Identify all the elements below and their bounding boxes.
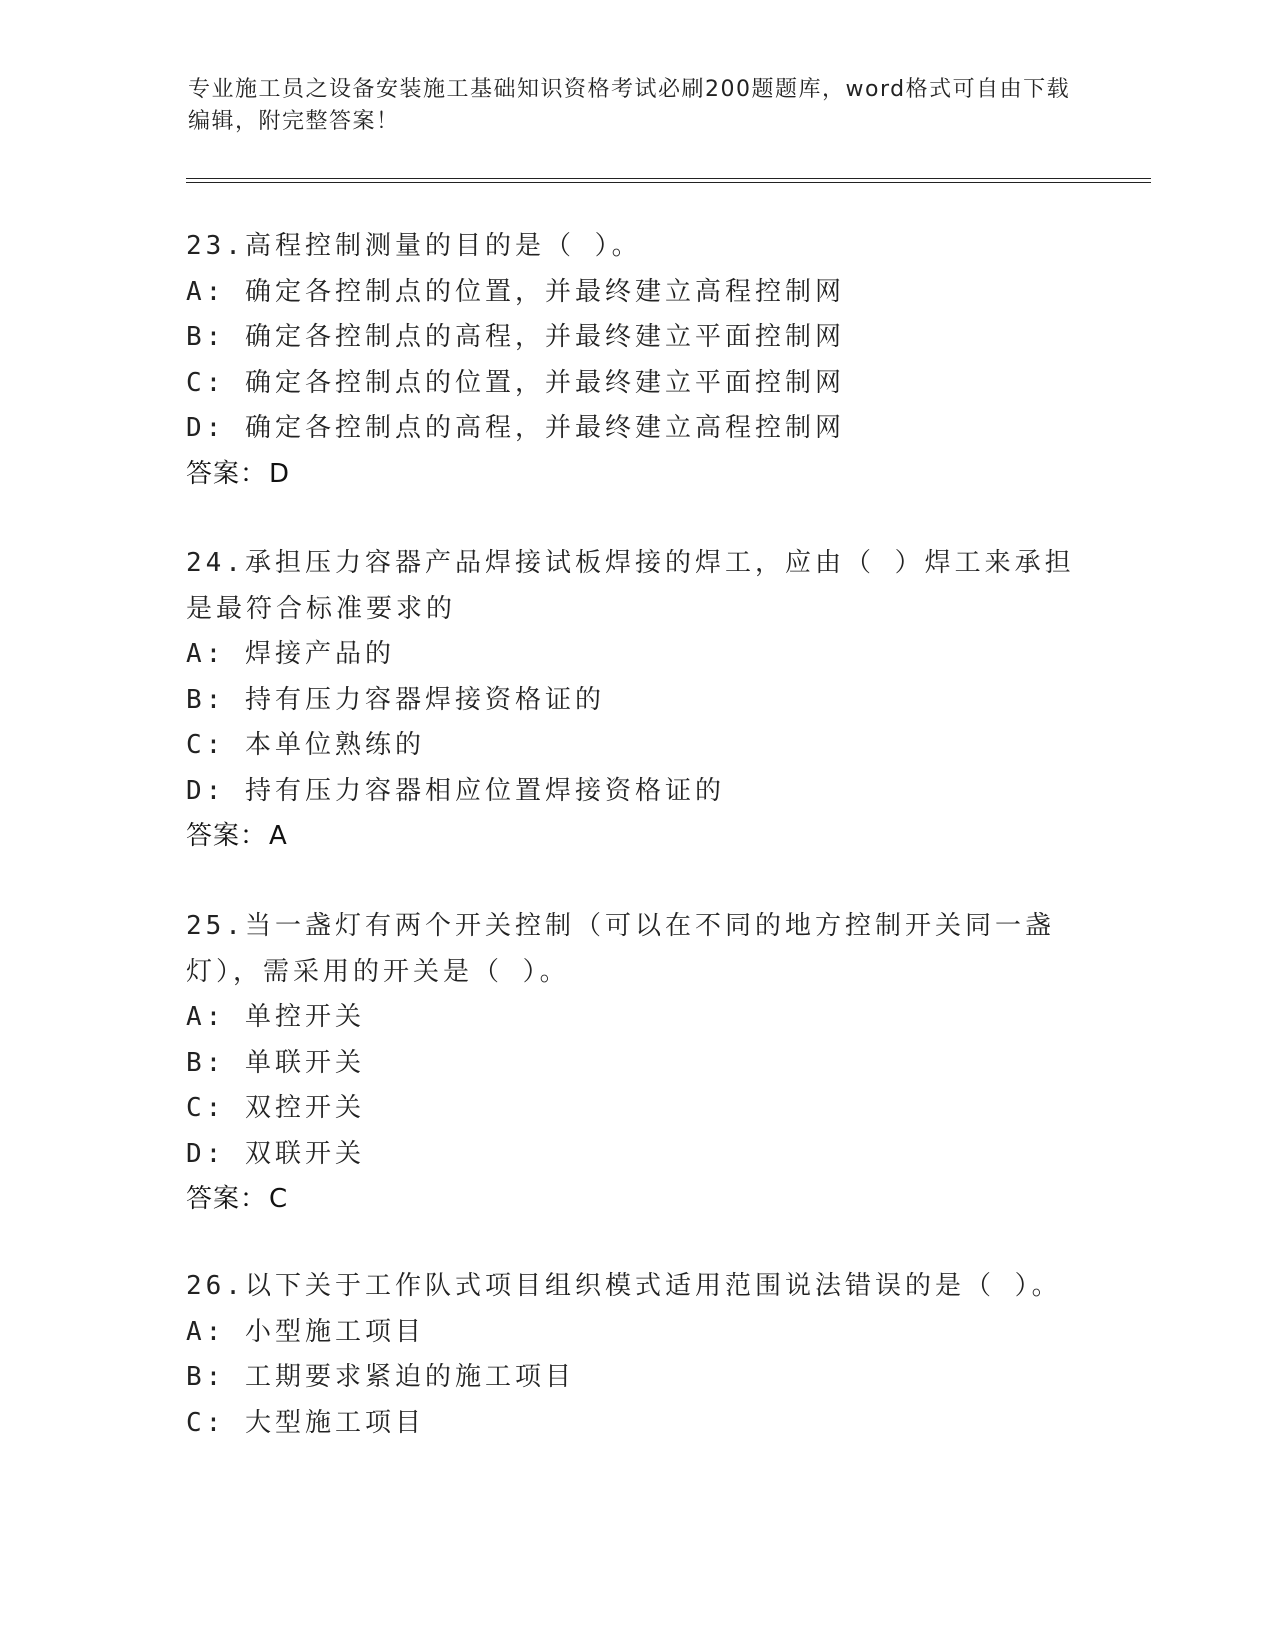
question-title: 24.承担压力容器产品焊接试板焊接的焊工，应由（ ）焊工来承担是最符合标准要求的	[186, 548, 1075, 624]
option-b: B: 单联开关	[186, 1047, 365, 1078]
answer-line	[186, 814, 1086, 860]
question-23	[186, 224, 1086, 497]
header-divider	[186, 178, 1151, 183]
answer-line	[186, 452, 1086, 498]
answer-value: A	[269, 821, 288, 851]
option-c: C: 大型施工项目	[186, 1407, 425, 1438]
question-title: 25.当一盏灯有两个开关控制（可以在不同的地方控制开关同一盏灯），需采用的开关是（ ）。	[186, 911, 1055, 987]
option-c: C: 双控开关	[186, 1093, 365, 1123]
option-b: B: 确定各控制点的高程，并最终建立平面控制网	[186, 322, 845, 352]
option-a: A: 单控开关	[186, 1002, 365, 1032]
question-title: 26.以下关于工作队式项目组织模式适用范围说法错误的是（ ）。	[186, 1271, 1062, 1301]
document-header	[188, 74, 1078, 138]
question-25	[186, 904, 1086, 1223]
answer-value: C	[269, 1184, 289, 1214]
option-d: D: 持有压力容器相应位置焊接资格证的	[186, 775, 725, 806]
answer-value: D	[269, 458, 291, 489]
question-24	[186, 541, 1086, 860]
option-c: C: 本单位熟练的	[186, 730, 425, 760]
option-a: A: 确定各控制点的位置，并最终建立高程控制网	[186, 276, 845, 307]
answer-label: 答案：	[186, 458, 268, 489]
option-a: A: 焊接产品的	[186, 639, 395, 669]
option-d: D: 双联开关	[186, 1138, 365, 1169]
answer-line	[186, 1177, 1086, 1223]
header-text: 专业施工员之设备安装施工基础知识资格考试必刷200题题库，word格式可自由下载编辑，附完整答案！	[188, 77, 1071, 134]
option-d: D: 确定各控制点的高程，并最终建立高程控制网	[186, 413, 845, 443]
option-a: A: 小型施工项目	[186, 1316, 425, 1347]
question-26	[186, 1264, 1086, 1446]
option-b: B: 持有压力容器焊接资格证的	[186, 684, 605, 715]
option-c: C: 确定各控制点的位置，并最终建立平面控制网	[186, 367, 845, 398]
question-title: 23.高程控制测量的目的是（ ）。	[186, 231, 642, 261]
answer-label: 答案：	[186, 1184, 268, 1214]
option-b: B: 工期要求紧迫的施工项目	[186, 1362, 575, 1392]
answer-label: 答案：	[186, 821, 268, 851]
